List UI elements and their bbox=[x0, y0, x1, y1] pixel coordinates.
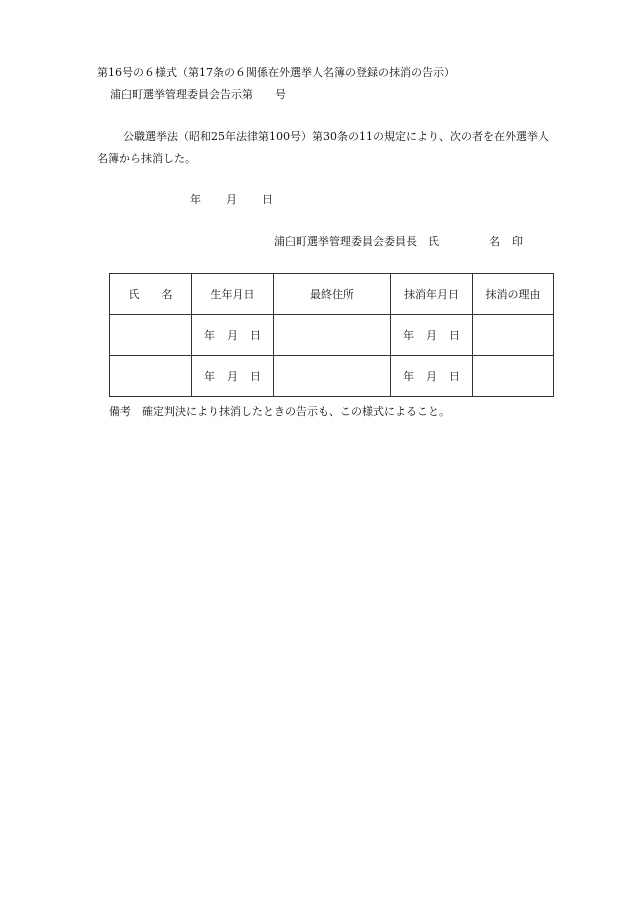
date-day: 日 bbox=[262, 193, 273, 206]
signature-title: 浦臼町選挙管理委員会委員長 氏 bbox=[274, 235, 439, 248]
birth-date-cell: 年 月 日 bbox=[192, 356, 274, 397]
seal-mark: 印 bbox=[512, 235, 523, 248]
reason-cell bbox=[473, 315, 554, 356]
deletion-date-cell: 年 月 日 bbox=[391, 356, 473, 397]
header-last-address: 最終住所 bbox=[274, 274, 391, 315]
reason-cell bbox=[473, 356, 554, 397]
notice-number-prefix: 浦臼町選挙管理委員会告示第 bbox=[110, 88, 253, 101]
header-reason: 抹消の理由 bbox=[473, 274, 554, 315]
signature-line bbox=[274, 235, 523, 249]
last-address-cell bbox=[274, 356, 391, 397]
notice-number-suffix: 号 bbox=[275, 88, 286, 101]
table-header-row bbox=[110, 274, 554, 315]
name-cell bbox=[110, 356, 192, 397]
last-address-cell bbox=[274, 315, 391, 356]
table-row bbox=[110, 356, 554, 397]
table-row bbox=[110, 315, 554, 356]
name-cell bbox=[110, 315, 192, 356]
notice-body-line-1: 公職選挙法（昭和25年法律第100号）第30条の11の規定により、次の者を在外選挙人 bbox=[123, 130, 549, 143]
signature-name-label: 名 bbox=[489, 235, 500, 248]
remarks-label: 備考 bbox=[109, 405, 131, 418]
date-year: 年 bbox=[190, 193, 201, 206]
deletion-record-table bbox=[109, 273, 554, 397]
date-month: 月 bbox=[226, 193, 237, 206]
remarks-text: 確定判決により抹消したときの告示も、この様式によること。 bbox=[142, 405, 450, 418]
birth-date-cell: 年 月 日 bbox=[192, 315, 274, 356]
notice-date bbox=[190, 193, 273, 207]
form-title: 第16号の６様式（第17条の６関係在外選挙人名簿の登録の抹消の告示） bbox=[97, 66, 455, 79]
header-name: 氏 名 bbox=[110, 274, 192, 315]
deletion-date-cell: 年 月 日 bbox=[391, 315, 473, 356]
header-deletion-date: 抹消年月日 bbox=[391, 274, 473, 315]
notice-body-line-2: 名簿から抹消した。 bbox=[97, 152, 196, 165]
header-birth-date: 生年月日 bbox=[192, 274, 274, 315]
remarks-line bbox=[109, 405, 450, 419]
notice-number-line bbox=[110, 88, 286, 102]
